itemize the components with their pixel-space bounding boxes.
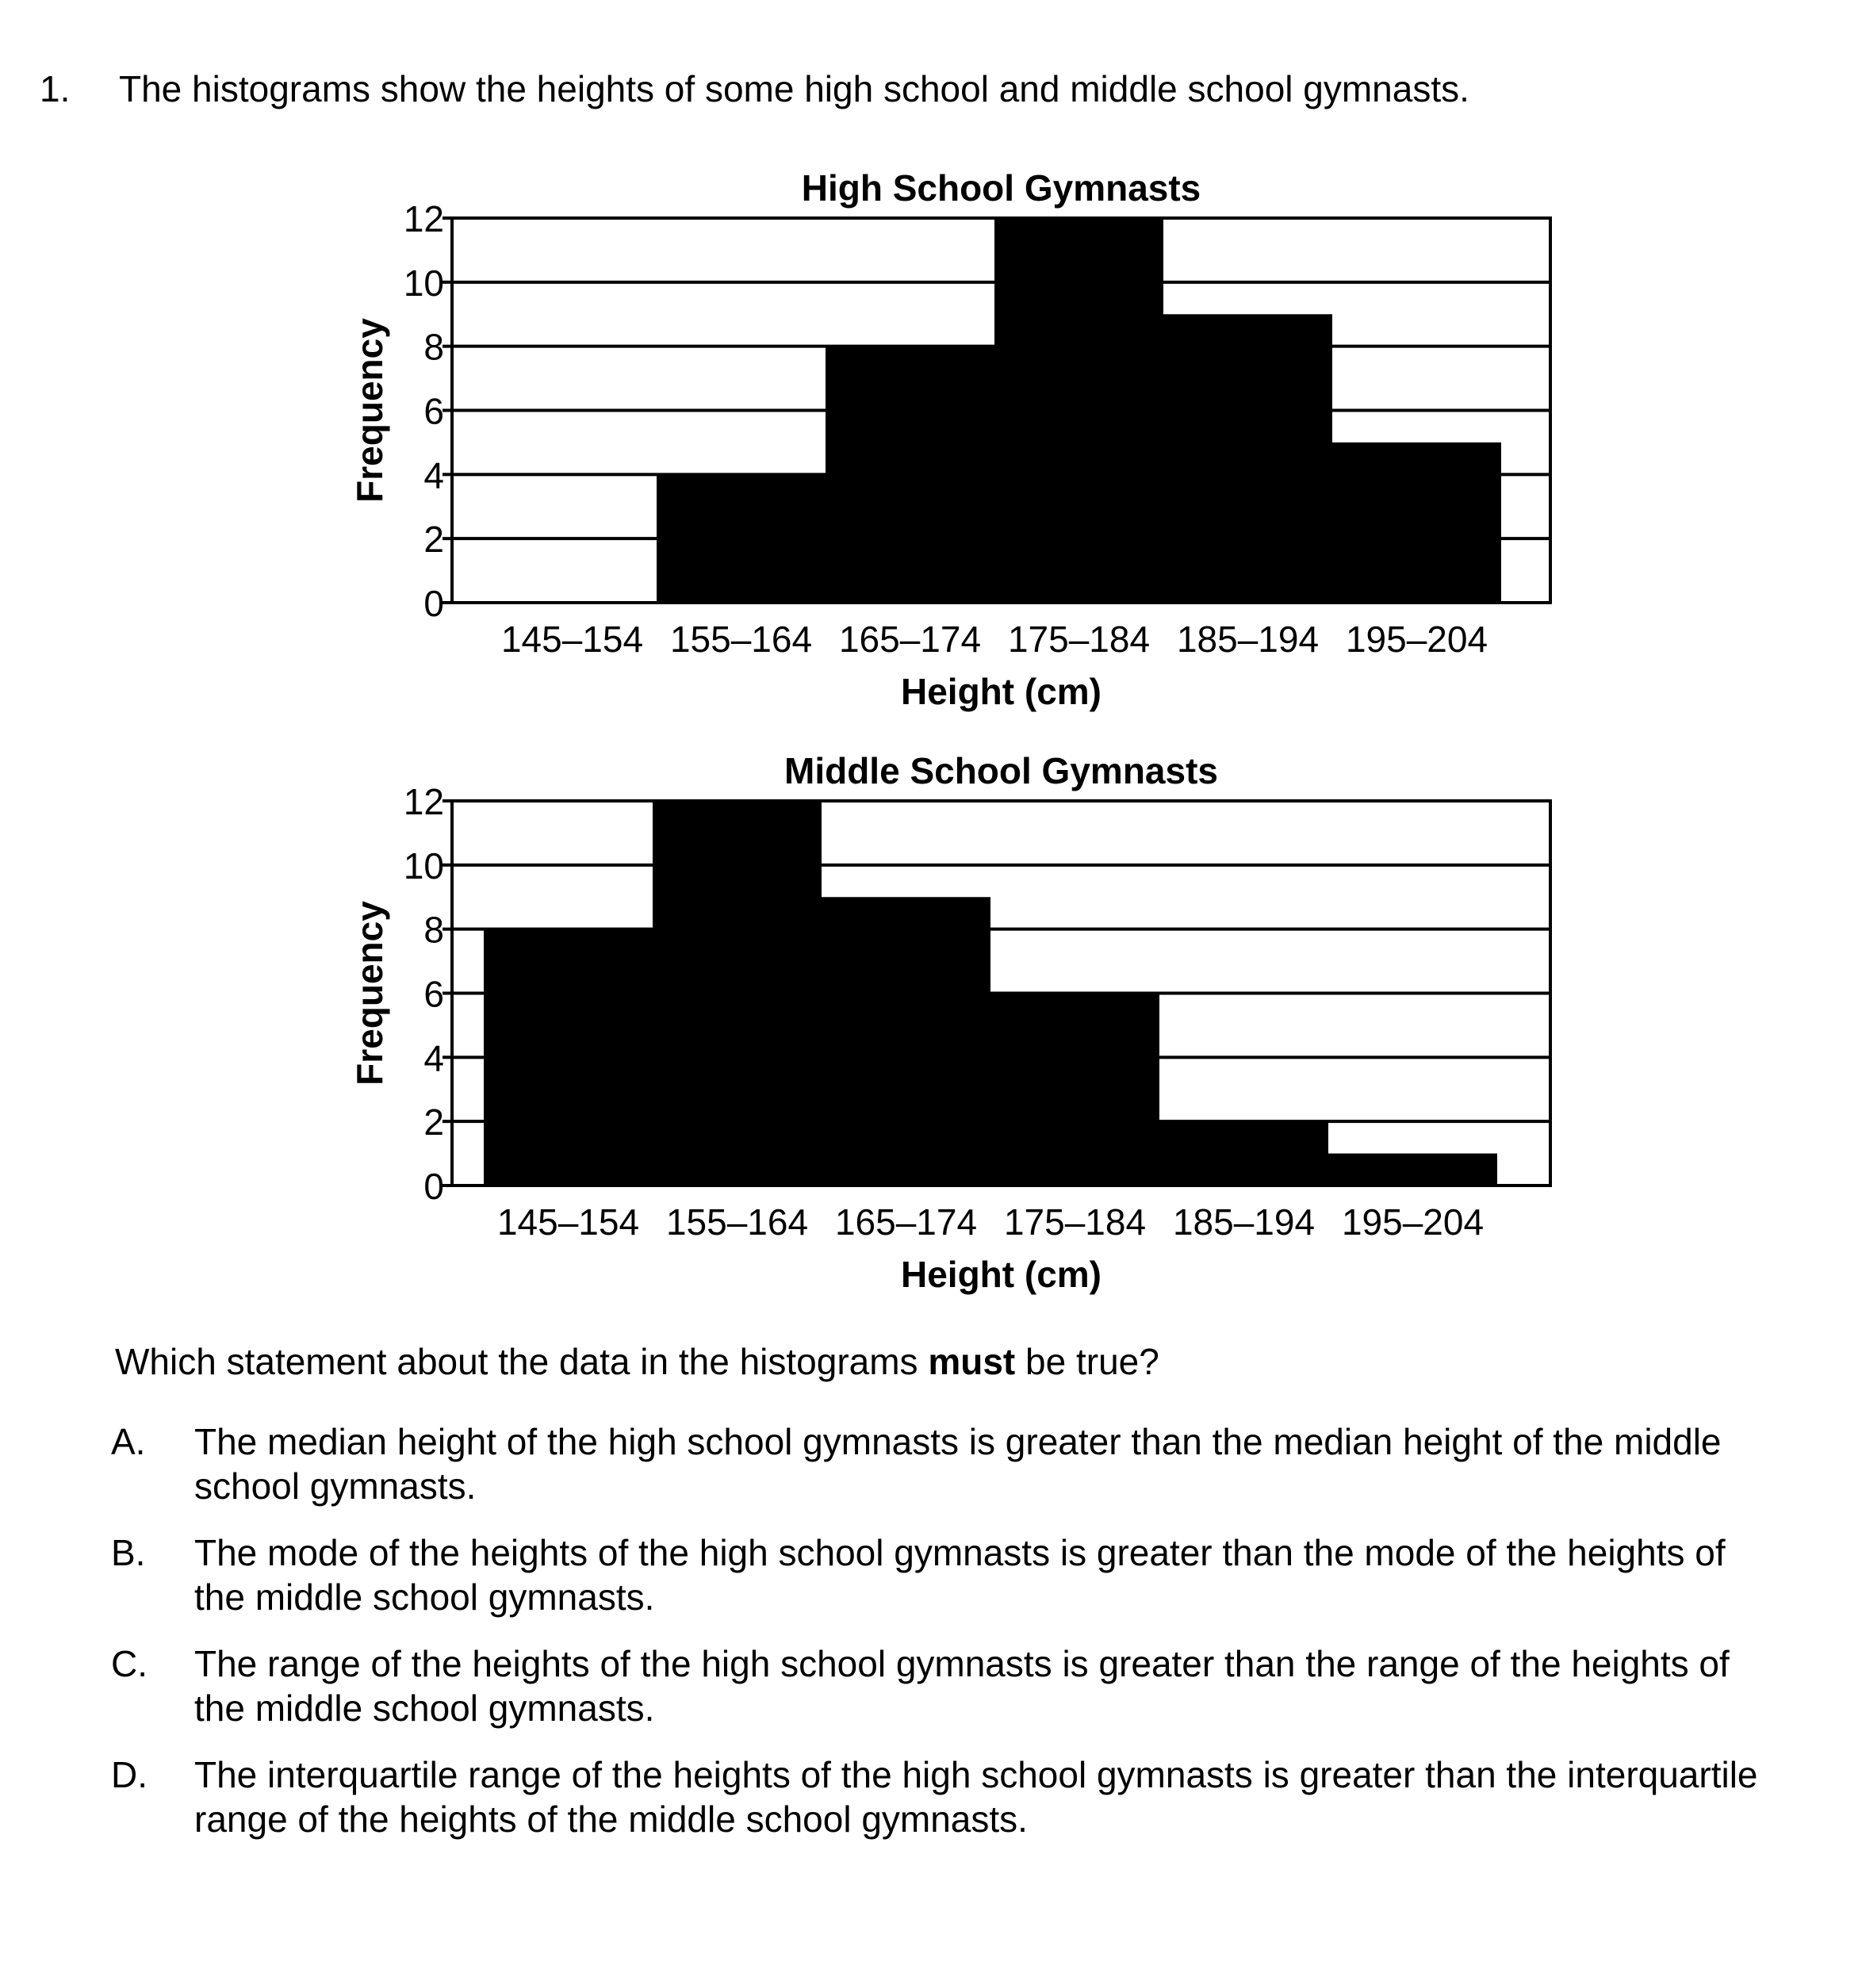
histogram-bar xyxy=(484,929,653,1186)
histogram-bar xyxy=(1159,1121,1328,1186)
option-letter: D. xyxy=(111,1754,148,1795)
option-letter: A. xyxy=(111,1421,146,1462)
chart-title: High School Gymnasts xyxy=(801,167,1201,209)
x-axis-label: Height (cm) xyxy=(901,671,1101,712)
y-tick-label: 4 xyxy=(423,454,444,496)
x-tick-label: 165–174 xyxy=(834,1201,978,1243)
x-tick-label: 175–184 xyxy=(1007,619,1151,660)
histogram-bar xyxy=(1332,442,1501,603)
option-letter: C. xyxy=(111,1643,148,1684)
y-tick-label: 8 xyxy=(423,326,444,368)
x-tick-label: 185–194 xyxy=(1172,1201,1316,1243)
prompt-text-end: be true? xyxy=(1015,1341,1159,1382)
option-text: The median height of the high school gymnasts is greater than the median height of the middle school gymnasts. xyxy=(194,1421,1722,1507)
prompt-emphasis: must xyxy=(928,1341,1016,1382)
x-tick-label: 185–194 xyxy=(1176,619,1320,660)
option-text: The range of the heights of the high school gymnasts is greater than the range of the heights of the middle school gymnasts. xyxy=(194,1643,1730,1729)
y-axis-label: Frequency xyxy=(349,901,390,1086)
x-tick-label: 155–164 xyxy=(665,1201,809,1243)
x-axis-label: Height (cm) xyxy=(901,1254,1101,1295)
x-tick-label: 145–154 xyxy=(496,1201,640,1243)
y-tick-label: 4 xyxy=(423,1037,444,1079)
y-axis-label: Frequency xyxy=(349,318,390,503)
y-tick-label: 10 xyxy=(403,262,444,304)
option-letter: B. xyxy=(111,1532,146,1573)
chart-title: Middle School Gymnasts xyxy=(784,750,1218,791)
x-tick-label: 155–164 xyxy=(669,619,813,660)
answer-options xyxy=(111,1419,1776,1864)
histogram-bar xyxy=(994,218,1163,603)
y-tick-label: 10 xyxy=(403,845,444,887)
option-text: The mode of the heights of the high school gymnasts is greater than the mode of the heights of the middle school gymnasts. xyxy=(194,1532,1726,1618)
option-d[interactable] xyxy=(111,1752,1776,1841)
y-tick-label: 6 xyxy=(423,390,444,432)
x-tick-label: 175–184 xyxy=(1003,1201,1147,1243)
prompt-text: Which statement about the data in the histograms xyxy=(115,1341,929,1382)
histogram-bar xyxy=(1163,314,1332,603)
histogram-bar xyxy=(657,474,826,603)
y-tick-label: 0 xyxy=(423,1166,444,1207)
x-tick-label: 165–174 xyxy=(838,619,982,660)
histogram-bar xyxy=(990,994,1159,1186)
question-line xyxy=(40,67,1469,110)
middle-school-histogram xyxy=(0,741,1862,1312)
y-tick-label: 2 xyxy=(423,1101,444,1143)
histogram-bar xyxy=(1328,1154,1497,1186)
histogram-bar xyxy=(822,897,990,1186)
option-c[interactable] xyxy=(111,1641,1776,1730)
high-school-histogram xyxy=(0,159,1862,730)
option-text: The interquartile range of the heights of the high school gymnasts is greater than the interquartile range of the heights of the middle school gymnasts. xyxy=(194,1754,1758,1840)
x-tick-label: 195–204 xyxy=(1345,619,1488,660)
question-prompt xyxy=(115,1340,1159,1383)
question-number: 1. xyxy=(40,68,71,109)
option-b[interactable] xyxy=(111,1530,1776,1619)
y-tick-label: 12 xyxy=(403,198,444,239)
question-text: The histograms show the heights of some high school and middle school gymnasts. xyxy=(119,68,1469,109)
option-a[interactable] xyxy=(111,1419,1776,1508)
histogram-bar xyxy=(653,801,822,1186)
y-tick-label: 2 xyxy=(423,519,444,561)
x-tick-label: 145–154 xyxy=(500,619,644,660)
y-tick-label: 6 xyxy=(423,973,444,1015)
y-tick-label: 8 xyxy=(423,909,444,951)
histogram-bar xyxy=(826,347,994,603)
y-tick-label: 12 xyxy=(403,781,444,822)
x-tick-label: 195–204 xyxy=(1341,1201,1485,1243)
y-tick-label: 0 xyxy=(423,583,444,624)
